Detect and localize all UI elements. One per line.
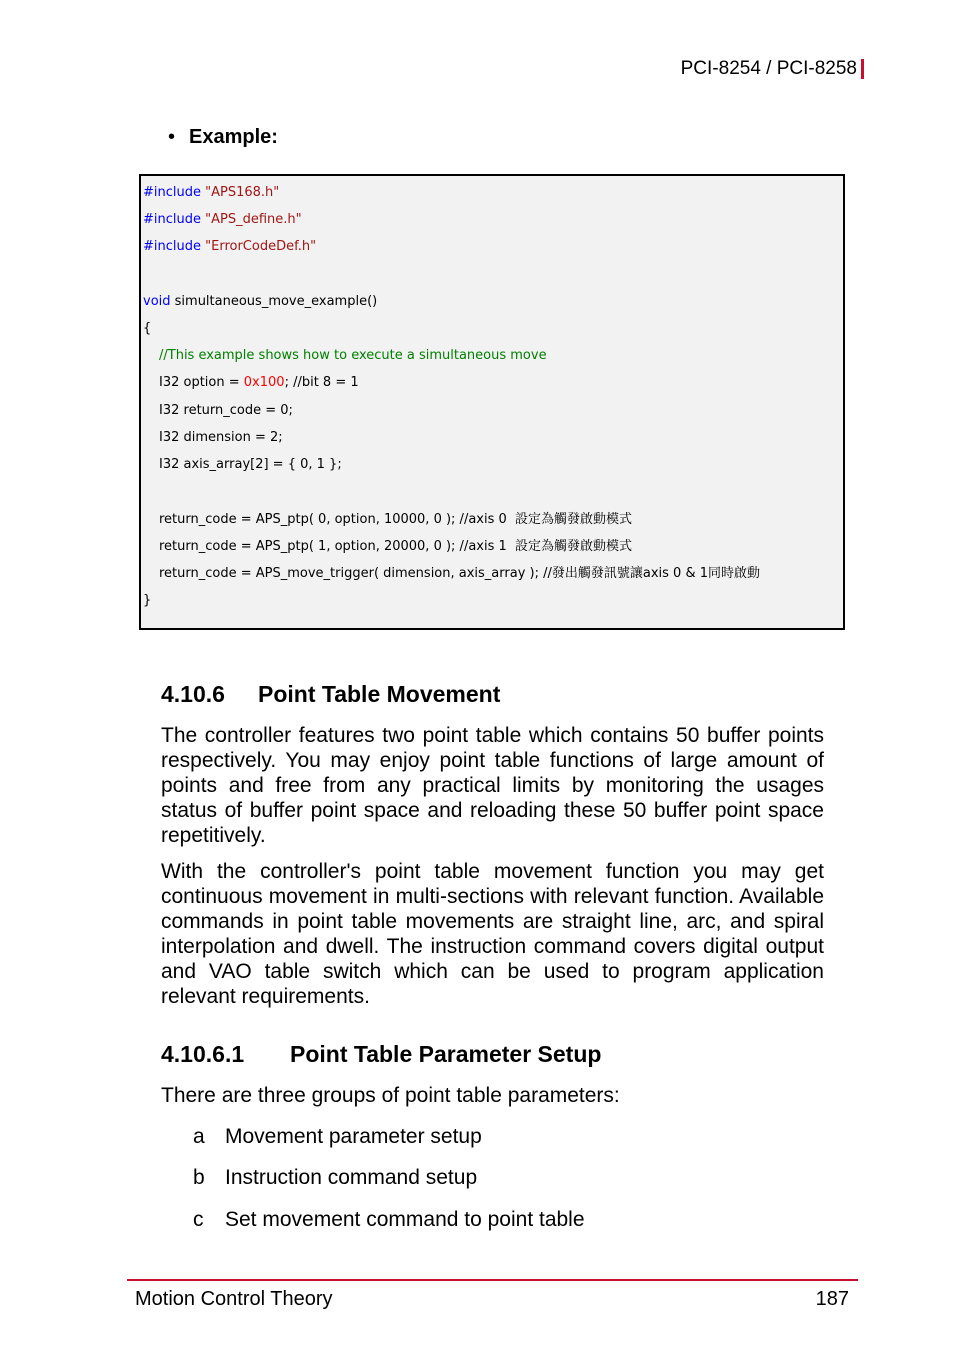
- code-line: return_code = APS_ptp( 0, option, 10000, 0 ); //axis 0 設定為觸發啟動模式: [159, 512, 633, 527]
- code-line: [143, 292, 377, 312]
- code-text: I32 option =: [159, 375, 244, 390]
- section-heading: [161, 681, 500, 708]
- code-line: return_code = APS_move_trigger( dimension, axis_array ); //發出觸發訊號讓axis 0 & 1同時啟動: [159, 566, 760, 581]
- subsection-intro: There are three groups of point table parameters:: [161, 1084, 620, 1107]
- subsection-number: 4.10.6.1: [161, 1041, 245, 1067]
- code-keyword: #include: [143, 212, 201, 227]
- list-marker: c: [193, 1208, 204, 1231]
- subsection-heading: [161, 1041, 601, 1068]
- list-item-text: Set movement command to point table: [225, 1208, 585, 1231]
- code-line: I32 dimension = 2;: [159, 430, 283, 445]
- code-keyword: #include: [143, 239, 201, 254]
- list-marker: b: [193, 1166, 205, 1189]
- footer-section-name: Motion Control Theory: [135, 1288, 333, 1310]
- code-string: "APS_define.h": [205, 212, 302, 227]
- code-line: [143, 183, 279, 203]
- code-string: "APS168.h": [205, 185, 280, 200]
- code-function-name: simultaneous_move_example(): [170, 294, 378, 309]
- code-line: {: [143, 321, 152, 336]
- code-block: [139, 174, 845, 630]
- list-item: [193, 1166, 477, 1190]
- example-label: Example:: [189, 126, 278, 148]
- code-line: [143, 237, 316, 257]
- list-item: [193, 1125, 482, 1149]
- section-number: 4.10.6: [161, 681, 225, 707]
- list-item-text: Instruction command setup: [225, 1166, 478, 1189]
- code-keyword: void: [143, 294, 171, 309]
- code-line: [143, 210, 302, 230]
- code-string: "ErrorCodeDef.h": [205, 239, 317, 254]
- section-paragraph-2: With the controller's point table movement function you may get continuous movement in multi-sections with relevant function. Available commands in point table movements are straight line, arc, and spiral interpolation and dwell. The instruction command covers digital output and VAO table switch which can be used to program application relevant requirements.: [161, 860, 824, 1008]
- code-line: I32 axis_array[2] = { 0, 1 };: [159, 457, 342, 472]
- list-item: [193, 1208, 585, 1232]
- code-line: return_code = APS_ptp( 1, option, 20000, 0 ); //axis 1 設定為觸發啟動模式: [159, 539, 633, 554]
- list-marker: a: [193, 1125, 205, 1148]
- section-paragraph-1: The controller features two point table which contains 50 buffer points respectively. You may enjoy point table functions of large amount of points and free from any practical limits by monitoring the usages status of buffer point space and reloading these 50 buffer point space repetitively.: [161, 724, 824, 847]
- code-line: }: [143, 593, 152, 608]
- code-keyword: #include: [143, 185, 201, 200]
- list-item-text: Movement parameter setup: [225, 1125, 482, 1148]
- code-line: I32 return_code = 0;: [159, 403, 293, 418]
- code-number: 0x100: [243, 375, 285, 390]
- header-title: PCI-8254 / PCI-8258: [680, 58, 857, 79]
- example-heading: [168, 126, 278, 149]
- header-accent-bar: [861, 59, 864, 79]
- footer-divider: [127, 1279, 858, 1281]
- section-title: Point Table Movement: [258, 681, 501, 707]
- code-line: [159, 373, 359, 393]
- bullet-icon: •: [168, 126, 176, 148]
- page-number: 187: [815, 1288, 849, 1310]
- code-text: ; //bit 8 = 1: [284, 375, 359, 390]
- subsection-title: Point Table Parameter Setup: [290, 1041, 602, 1067]
- code-comment: //This example shows how to execute a simultaneous move: [159, 348, 547, 363]
- page-header: [681, 58, 864, 80]
